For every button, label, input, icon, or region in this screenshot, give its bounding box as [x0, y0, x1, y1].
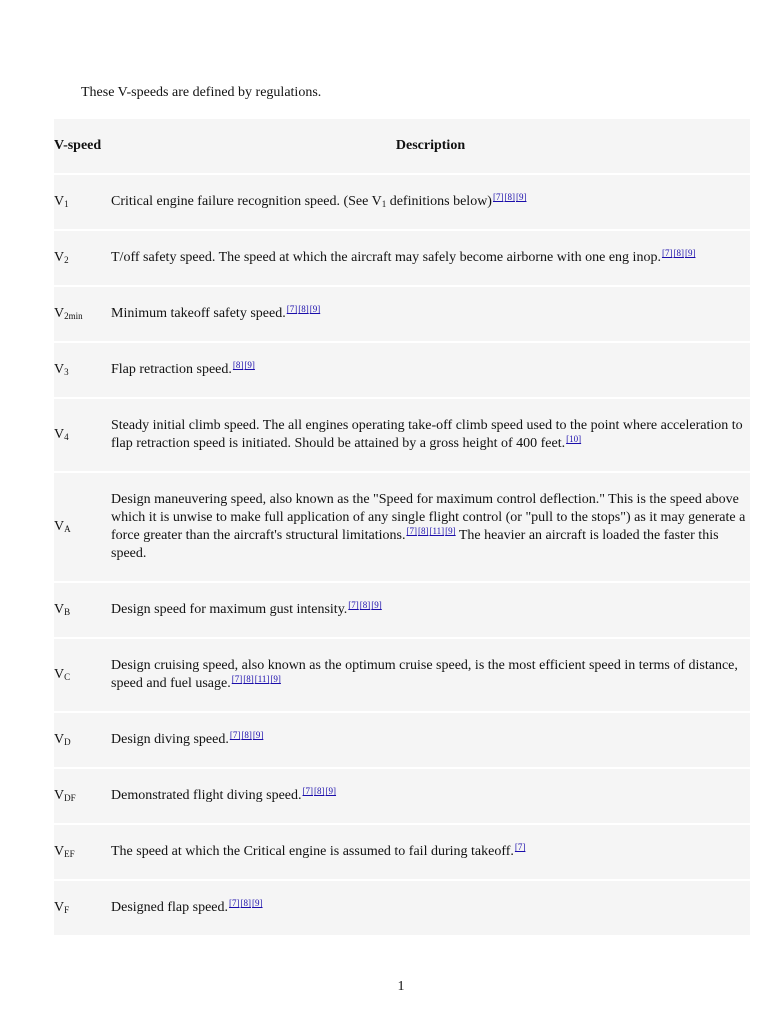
citation-link[interactable]: [9] [445, 526, 456, 536]
citation-link[interactable]: [7] [661, 248, 673, 258]
citation-link[interactable]: [8] [314, 786, 325, 796]
v-speed-cell [54, 583, 111, 637]
citation-refs [229, 730, 264, 740]
v-speed-subscript: 1 [64, 199, 69, 209]
citation-link[interactable]: [11] [254, 674, 270, 684]
description-cell [111, 399, 750, 471]
v-speed-subscript: 2min [64, 311, 83, 321]
description-text: The speed at which the Critical engine is assumed to fail during takeoff. [111, 844, 514, 859]
table-row [54, 231, 750, 285]
description-text: Design cruising speed, also known as the optimum cruise speed, is the most efficient speed in terms of distance, speed and fuel usage. [111, 658, 738, 691]
citation-link[interactable]: [10] [566, 434, 582, 444]
description-text: T/off safety speed. The speed at which the aircraft may safely become airborne with one eng inop. [111, 250, 661, 265]
v-speed-cell [54, 639, 111, 711]
citation-link[interactable]: [9] [252, 730, 264, 740]
citation-refs [228, 898, 263, 908]
description-text: Demonstrated flight diving speed. [111, 788, 302, 803]
v-speed-subscript: A [64, 524, 71, 534]
intro-text: These V-speeds are defined by regulations. [81, 85, 322, 100]
citation-link[interactable]: [9] [684, 248, 696, 258]
v-speed-subscript: 2 [64, 255, 69, 265]
citation-link[interactable]: [7] [286, 304, 298, 314]
table-row [54, 713, 750, 767]
v-speed-cell [54, 825, 111, 879]
description-text: Flap retraction speed. [111, 362, 232, 377]
description-text: Design maneuvering speed, also known as the "Speed for maximum control deflection." This is the speed above which it is unwise to make full application of any single flight control (or "pull to the stops") as it may generate a force greater than the aircraft's structural limitations. [111, 492, 746, 543]
citation-link[interactable]: [7] [492, 192, 504, 202]
citation-link[interactable]: [8] [673, 248, 684, 258]
description-cell [111, 881, 750, 935]
v-speed-symbol: V [54, 788, 65, 803]
citation-link[interactable]: [9] [270, 674, 281, 684]
v-speed-symbol: V [54, 519, 65, 534]
description-cell [111, 343, 750, 397]
description-cell [111, 231, 750, 285]
citation-refs [565, 434, 581, 444]
v-speed-symbol: V [54, 667, 65, 682]
citation-link[interactable]: [8] [298, 304, 309, 314]
table-row [54, 769, 750, 823]
table-row [54, 399, 750, 471]
citation-refs [347, 600, 382, 610]
citation-link[interactable]: [7] [231, 674, 243, 684]
v-speed-cell [54, 231, 111, 285]
citation-link[interactable]: [7] [406, 526, 417, 536]
v-speed-cell [54, 175, 111, 229]
citation-link[interactable]: [8] [232, 360, 244, 370]
v-speed-subscript: C [64, 672, 71, 682]
v-speed-cell [54, 713, 111, 767]
description-text: Steady initial climb speed. The all engines operating take-off climb speed used to the point where acceleration to flap retraction speed is initiated. Should be attained by a gross height of 400 feet. [111, 418, 743, 451]
citation-refs [231, 674, 281, 684]
description-text: Minimum takeoff safety speed. [111, 306, 286, 321]
v-speed-symbol: V [54, 427, 65, 442]
v-speed-cell [54, 287, 111, 341]
v-speed-subscript: D [64, 737, 71, 747]
citation-refs [514, 842, 526, 852]
v-speed-cell [54, 769, 111, 823]
description-cell [111, 639, 750, 711]
v-speed-symbol: V [54, 250, 65, 265]
header-description: Description [111, 119, 750, 173]
v-speed-symbol: V [54, 194, 65, 209]
description-cell [111, 583, 750, 637]
description-text-tail: definitions below) [386, 194, 492, 209]
citation-link[interactable]: [9] [371, 600, 382, 610]
citation-link[interactable]: [7] [229, 898, 240, 908]
v-speed-cell [54, 881, 111, 935]
header-v-speed: V-speed [54, 119, 111, 173]
page-number: 1 [397, 979, 405, 994]
description-subscript: 1 [381, 199, 387, 209]
citation-link[interactable]: [9] [309, 304, 321, 314]
citation-link[interactable]: [11] [429, 526, 445, 536]
v-speed-symbol: V [54, 844, 65, 859]
citation-refs [661, 248, 696, 258]
table-row [54, 825, 750, 879]
v-speed-symbol: V [54, 362, 65, 377]
table-row [54, 175, 750, 229]
table-row [54, 881, 750, 935]
v-speed-table [54, 117, 750, 937]
description-text: Design diving speed. [111, 732, 229, 747]
table-row [54, 287, 750, 341]
citation-refs [492, 192, 527, 202]
v-speed-symbol: V [54, 306, 65, 321]
description-cell [111, 473, 750, 581]
citation-link[interactable]: [8] [241, 730, 252, 740]
v-speed-subscript: B [64, 607, 71, 617]
citation-link[interactable]: [8] [359, 600, 371, 610]
v-speed-subscript: EF [64, 849, 75, 859]
citation-link[interactable]: [7] [302, 786, 314, 796]
v-speed-symbol: V [54, 602, 65, 617]
table-row [54, 583, 750, 637]
v-speed-subscript: 4 [64, 432, 69, 442]
table-header-row [54, 119, 750, 173]
description-cell [111, 175, 750, 229]
citation-link[interactable]: [9] [244, 360, 255, 370]
v-speed-subscript: F [64, 905, 70, 915]
v-speed-cell [54, 343, 111, 397]
citation-refs [302, 786, 337, 796]
v-speed-subscript: DF [64, 793, 76, 803]
description-cell [111, 287, 750, 341]
citation-link[interactable]: [7] [348, 600, 359, 610]
table-row [54, 343, 750, 397]
citation-link[interactable]: [9] [515, 192, 527, 202]
table-row [54, 473, 750, 581]
citation-link[interactable]: [9] [325, 786, 337, 796]
citation-refs [286, 304, 321, 314]
table-row [54, 639, 750, 711]
citation-link[interactable]: [8] [417, 526, 429, 536]
citation-link[interactable]: [7] [514, 842, 526, 852]
description-text-after: The heavier an aircraft is loaded the faster this speed. [111, 528, 719, 561]
v-speed-subscript: 3 [64, 367, 69, 377]
description-cell [111, 713, 750, 767]
v-speed-symbol: V [54, 732, 65, 747]
v-speed-cell [54, 473, 111, 581]
citation-link[interactable]: [9] [252, 898, 263, 908]
v-speed-symbol: V [54, 900, 65, 915]
description-text: Design speed for maximum gust intensity. [111, 602, 348, 617]
description-text: Designed flap speed. [111, 900, 229, 915]
citation-link[interactable]: [8] [240, 898, 252, 908]
v-speed-cell [54, 399, 111, 471]
description-text: Critical engine failure recognition speed. (See V [111, 194, 382, 209]
description-cell [111, 825, 750, 879]
citation-refs [232, 360, 255, 370]
description-cell [111, 769, 750, 823]
citation-link[interactable]: [7] [229, 730, 241, 740]
citation-refs [405, 526, 455, 536]
citation-link[interactable]: [8] [504, 192, 515, 202]
citation-link[interactable]: [8] [243, 674, 254, 684]
